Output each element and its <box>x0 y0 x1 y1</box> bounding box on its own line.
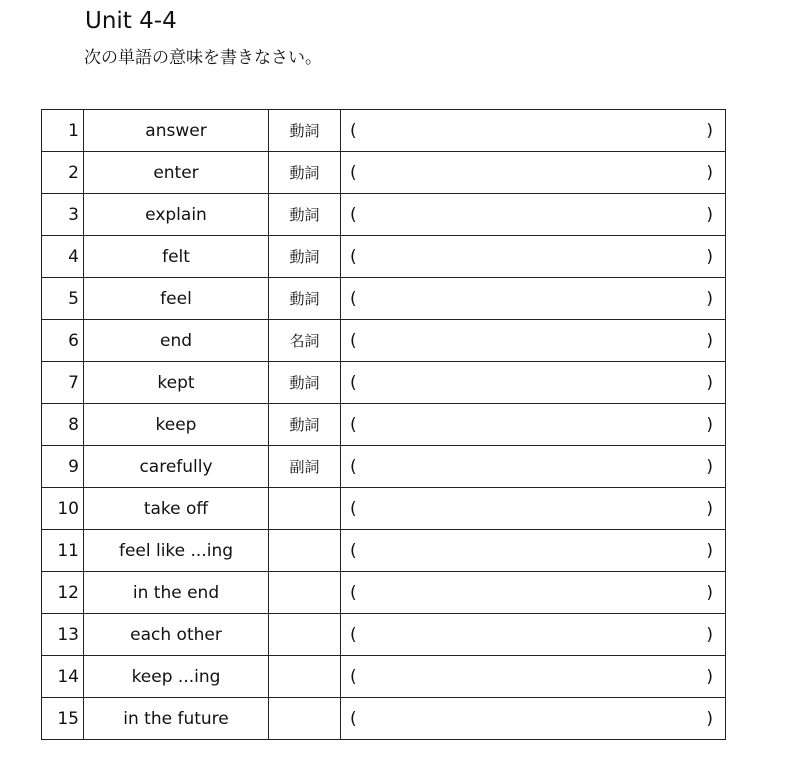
row-number: 13 <box>42 614 84 656</box>
answer-field[interactable] <box>341 110 726 152</box>
table-row <box>42 110 726 152</box>
open-paren: ( <box>350 540 357 561</box>
close-paren: ) <box>706 120 713 141</box>
close-paren: ) <box>706 330 713 351</box>
row-number: 5 <box>42 278 84 320</box>
row-number: 15 <box>42 698 84 740</box>
open-paren: ( <box>350 330 357 351</box>
answer-field[interactable] <box>341 656 726 698</box>
open-paren: ( <box>350 288 357 309</box>
table-row <box>42 572 726 614</box>
worksheet-instruction: 次の単語の意味を書きなさい。 <box>84 48 322 68</box>
answer-field[interactable] <box>341 194 726 236</box>
row-number: 3 <box>42 194 84 236</box>
vocab-word: end <box>84 320 269 362</box>
vocab-word: keep <box>84 404 269 446</box>
vocab-word: in the end <box>84 572 269 614</box>
answer-field[interactable] <box>341 404 726 446</box>
close-paren: ) <box>706 540 713 561</box>
vocab-word: answer <box>84 110 269 152</box>
table-row <box>42 614 726 656</box>
row-number: 4 <box>42 236 84 278</box>
close-paren: ) <box>706 204 713 225</box>
table-row <box>42 362 726 404</box>
table-row <box>42 278 726 320</box>
vocabulary-table <box>41 109 726 740</box>
row-number: 8 <box>42 404 84 446</box>
answer-field[interactable] <box>341 572 726 614</box>
answer-field[interactable] <box>341 152 726 194</box>
open-paren: ( <box>350 582 357 603</box>
answer-field[interactable] <box>341 488 726 530</box>
answer-field[interactable] <box>341 614 726 656</box>
close-paren: ) <box>706 666 713 687</box>
vocab-word: felt <box>84 236 269 278</box>
open-paren: ( <box>350 456 357 477</box>
open-paren: ( <box>350 708 357 729</box>
answer-field[interactable] <box>341 446 726 488</box>
part-of-speech <box>269 488 341 530</box>
close-paren: ) <box>706 708 713 729</box>
open-paren: ( <box>350 120 357 141</box>
vocab-word: feel like ...ing <box>84 530 269 572</box>
part-of-speech <box>269 656 341 698</box>
close-paren: ) <box>706 498 713 519</box>
table-row <box>42 194 726 236</box>
part-of-speech <box>269 572 341 614</box>
table-row <box>42 698 726 740</box>
row-number: 6 <box>42 320 84 362</box>
part-of-speech: 動詞 <box>269 152 341 194</box>
table-row <box>42 656 726 698</box>
part-of-speech <box>269 530 341 572</box>
close-paren: ) <box>706 246 713 267</box>
part-of-speech: 動詞 <box>269 278 341 320</box>
close-paren: ) <box>706 582 713 603</box>
vocab-word: explain <box>84 194 269 236</box>
row-number: 7 <box>42 362 84 404</box>
vocab-word: enter <box>84 152 269 194</box>
part-of-speech: 副詞 <box>269 446 341 488</box>
close-paren: ) <box>706 162 713 183</box>
open-paren: ( <box>350 414 357 435</box>
part-of-speech <box>269 698 341 740</box>
part-of-speech: 動詞 <box>269 194 341 236</box>
close-paren: ) <box>706 624 713 645</box>
row-number: 1 <box>42 110 84 152</box>
vocabulary-table-body <box>42 110 726 740</box>
table-row <box>42 488 726 530</box>
table-row <box>42 320 726 362</box>
table-row <box>42 404 726 446</box>
vocab-word: take off <box>84 488 269 530</box>
row-number: 14 <box>42 656 84 698</box>
part-of-speech: 動詞 <box>269 404 341 446</box>
vocab-word: carefully <box>84 446 269 488</box>
answer-field[interactable] <box>341 320 726 362</box>
open-paren: ( <box>350 498 357 519</box>
row-number: 2 <box>42 152 84 194</box>
vocab-word: keep ...ing <box>84 656 269 698</box>
part-of-speech <box>269 614 341 656</box>
open-paren: ( <box>350 666 357 687</box>
vocab-word: in the future <box>84 698 269 740</box>
answer-field[interactable] <box>341 698 726 740</box>
open-paren: ( <box>350 204 357 225</box>
vocab-word: feel <box>84 278 269 320</box>
row-number: 11 <box>42 530 84 572</box>
open-paren: ( <box>350 162 357 183</box>
open-paren: ( <box>350 372 357 393</box>
row-number: 12 <box>42 572 84 614</box>
open-paren: ( <box>350 246 357 267</box>
table-row <box>42 236 726 278</box>
part-of-speech: 動詞 <box>269 236 341 278</box>
row-number: 9 <box>42 446 84 488</box>
table-row <box>42 446 726 488</box>
open-paren: ( <box>350 624 357 645</box>
table-row <box>42 152 726 194</box>
answer-field[interactable] <box>341 530 726 572</box>
worksheet-title: Unit 4-4 <box>85 8 177 34</box>
vocab-word: kept <box>84 362 269 404</box>
row-number: 10 <box>42 488 84 530</box>
close-paren: ) <box>706 288 713 309</box>
table-row <box>42 530 726 572</box>
close-paren: ) <box>706 372 713 393</box>
part-of-speech: 動詞 <box>269 110 341 152</box>
part-of-speech: 名詞 <box>269 320 341 362</box>
answer-field[interactable] <box>341 278 726 320</box>
answer-field[interactable] <box>341 362 726 404</box>
close-paren: ) <box>706 456 713 477</box>
vocab-word: each other <box>84 614 269 656</box>
close-paren: ) <box>706 414 713 435</box>
part-of-speech: 動詞 <box>269 362 341 404</box>
answer-field[interactable] <box>341 236 726 278</box>
